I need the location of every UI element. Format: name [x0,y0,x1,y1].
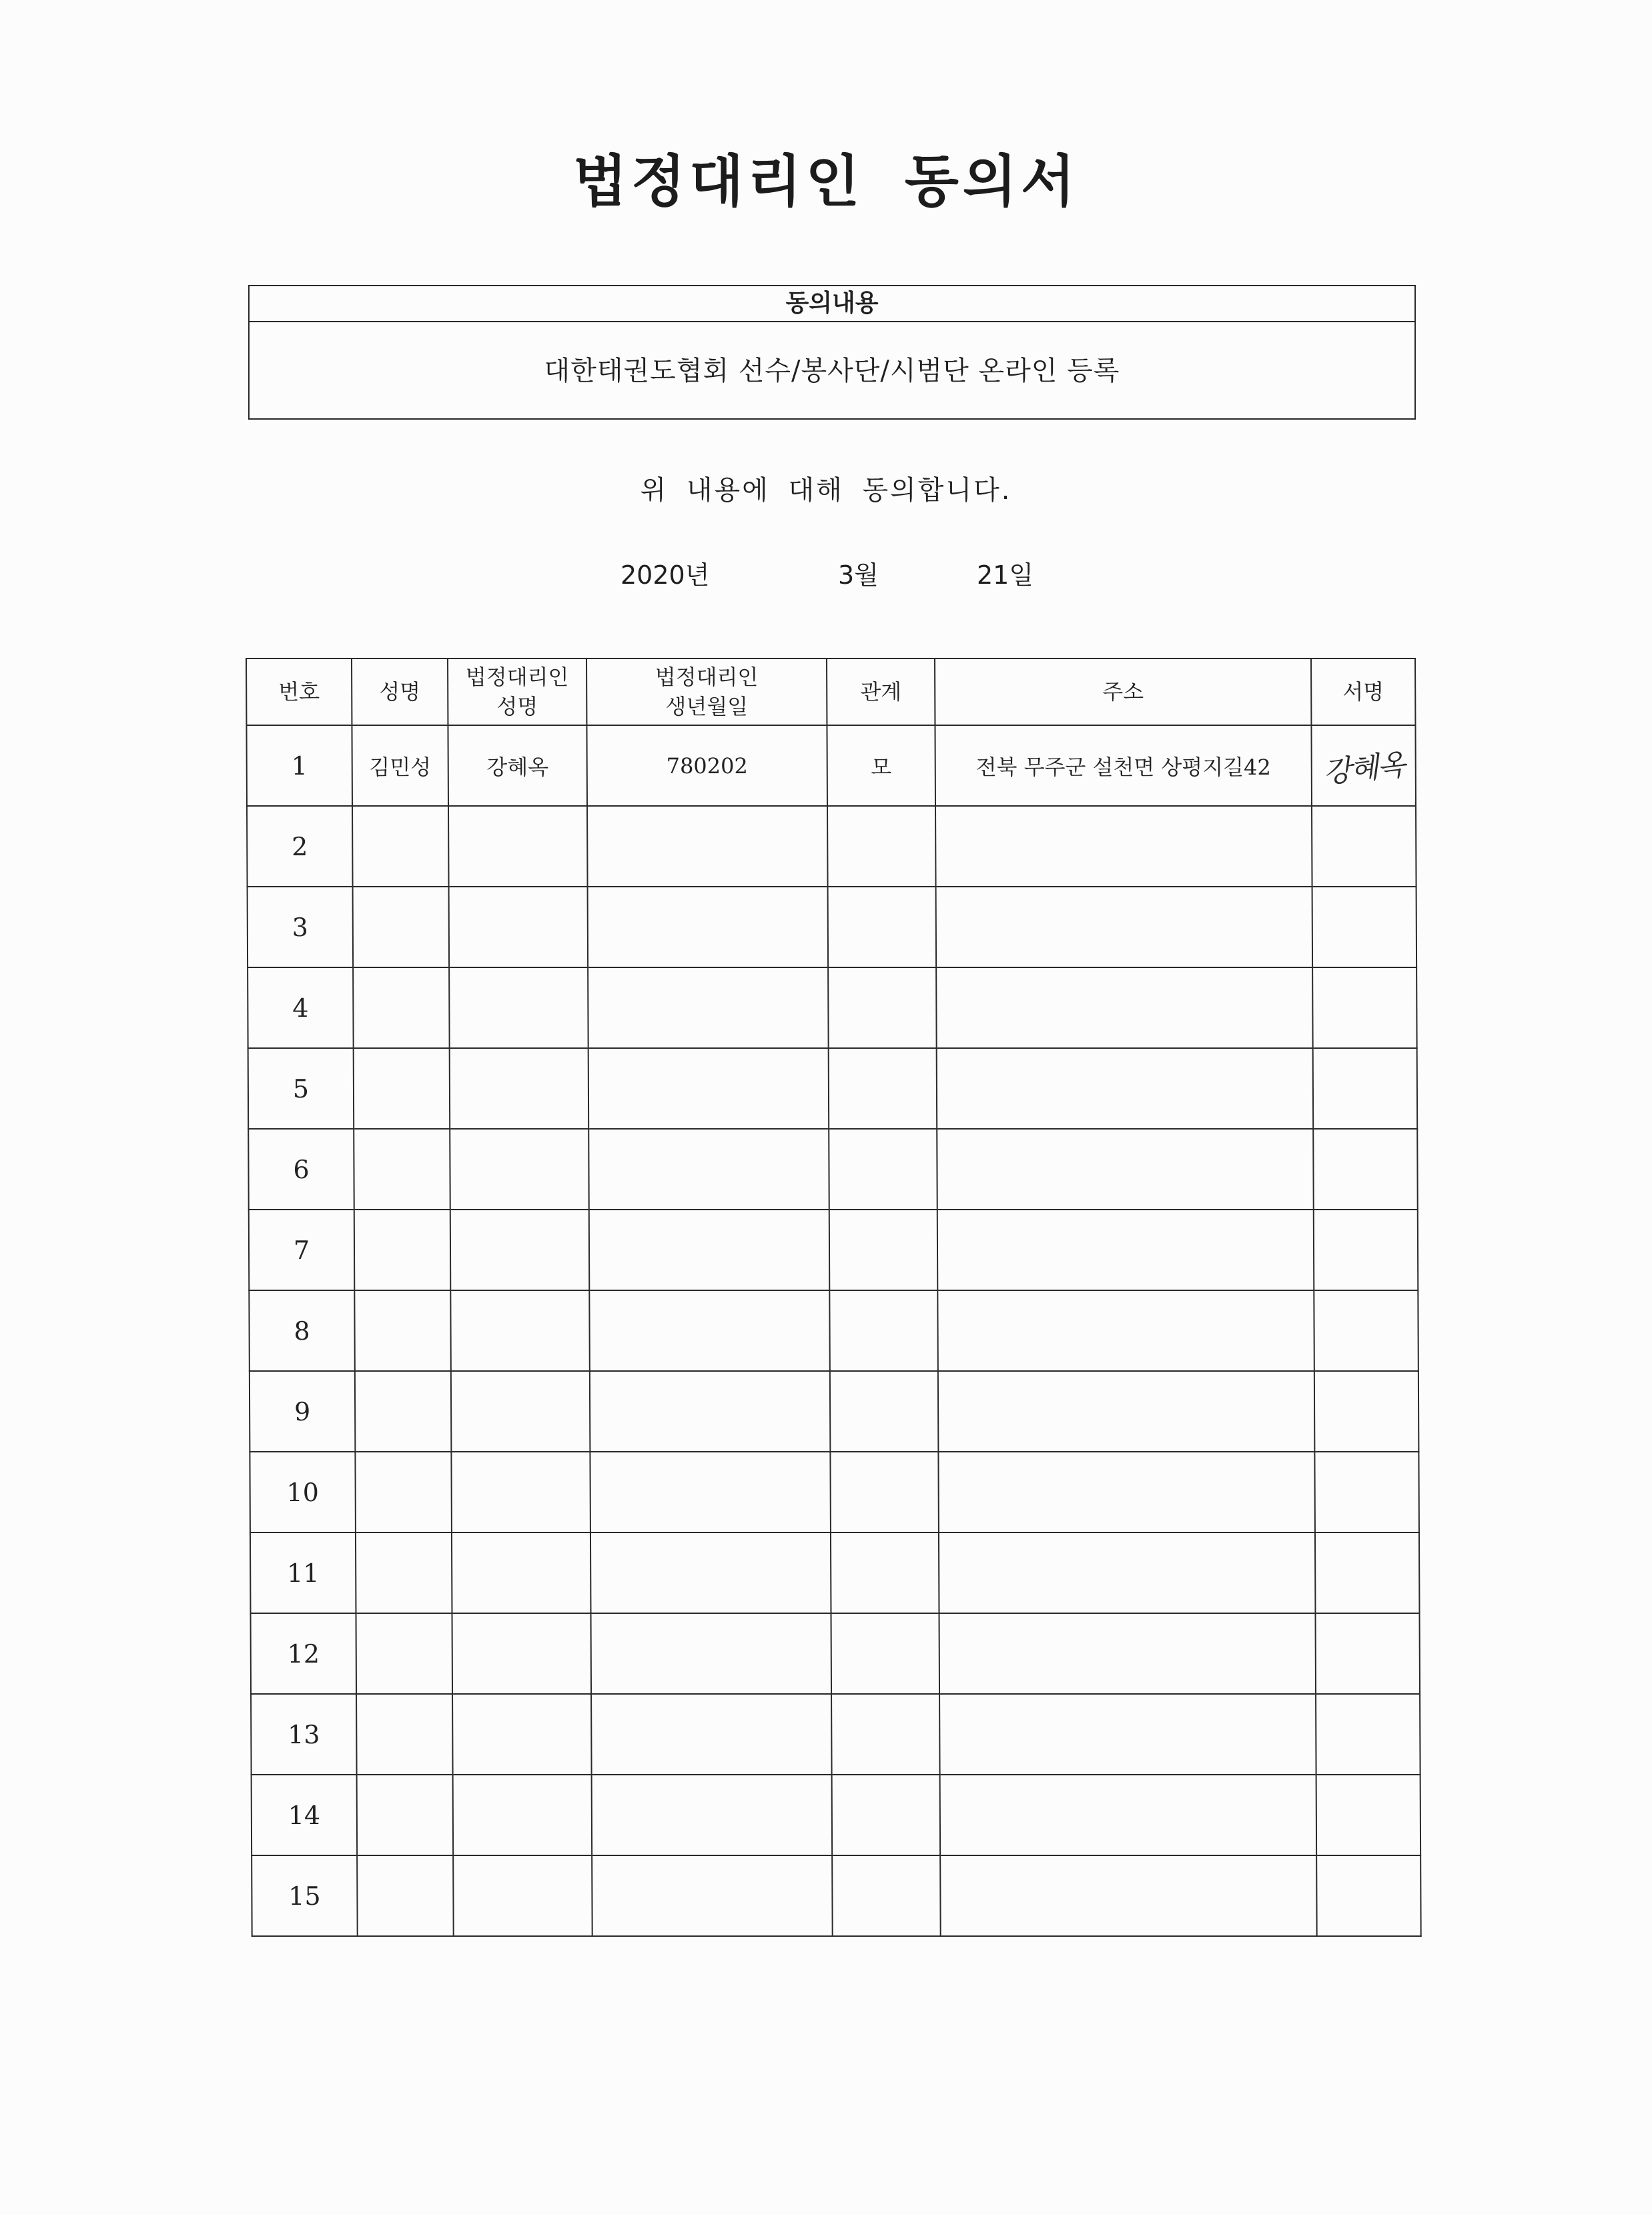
cell-guardian-birth [588,887,829,967]
table-row [250,1452,1419,1532]
cell-name [354,1290,451,1371]
cell-address: 전북 무주군 설천면 상평지길42 [935,725,1312,806]
cell-name [356,1532,452,1613]
cell-address [937,1210,1314,1290]
consent-box [248,285,1416,420]
table-row [252,1855,1421,1936]
cell-number: 4 [248,967,354,1048]
table-row [248,1048,1418,1129]
cell-relation [829,1048,937,1129]
cell-guardian-name [450,1129,589,1210]
date-day: 21일 [977,560,1034,590]
cell-signature [1314,1371,1419,1452]
cell-guardian-birth [591,1694,832,1775]
table-row [246,725,1416,806]
date-year: 2020년 [621,560,710,590]
cell-guardian-name [453,1775,592,1855]
cell-number: 11 [250,1532,356,1613]
cell-relation [831,1532,939,1613]
consent-content: 대한태권도협회 선수/봉사단/시범단 온라인 등록 [544,356,1120,386]
cell-guardian-birth [592,1855,833,1936]
cell-number: 5 [248,1048,354,1129]
cell-number: 15 [252,1855,358,1936]
cell-name [357,1775,454,1855]
consent-header: 동의내용 [250,286,1414,322]
cell-number: 13 [251,1694,357,1775]
table-row [250,1371,1419,1452]
cell-signature [1315,1613,1420,1694]
cell-name [354,1129,450,1210]
cell-relation [831,1613,939,1694]
cell-guardian-name [452,1613,591,1694]
cell-guardian-birth [588,967,829,1048]
cell-guardian-name [451,1371,590,1452]
cell-signature [1316,1855,1421,1936]
cell-name [356,1694,453,1775]
cell-name [354,1210,451,1290]
cell-relation [829,1290,938,1371]
cell-address [939,1613,1316,1694]
cell-guardian-name [452,1694,592,1775]
cell-name [357,1855,454,1936]
cell-relation [829,1129,937,1210]
cell-number: 7 [249,1210,355,1290]
cell-guardian-birth [589,1210,830,1290]
cell-signature [1313,1129,1418,1210]
cell-signature [1314,1452,1419,1532]
document-title: 법정대리인 동의서 [572,149,1080,214]
cell-relation [831,1694,940,1775]
cell-number: 10 [250,1452,356,1532]
cell-signature [1312,806,1416,887]
cell-address [938,1452,1315,1532]
cell-relation [827,806,936,887]
cell-relation [828,887,937,967]
cell-relation [829,1210,938,1290]
handwritten-signature: 강혜옥 [1322,747,1406,790]
cell-guardian-birth [587,806,828,887]
cell-signature [1316,1775,1421,1855]
header-relation: 관계 [827,658,935,725]
cell-guardian-birth [590,1371,831,1452]
cell-address [935,806,1312,887]
cell-guardian-name [450,1210,590,1290]
cell-address [940,1775,1317,1855]
cell-relation [832,1855,941,1936]
cell-address [939,1532,1316,1613]
cell-number: 1 [246,725,352,806]
date-month: 3월 [838,560,879,590]
cell-address [936,967,1313,1048]
cell-guardian-name [448,806,588,887]
cell-name [354,1048,450,1129]
header-signature: 서명 [1311,658,1415,725]
cell-signature [1312,967,1417,1048]
cell-number: 12 [250,1613,356,1694]
cell-name [353,967,450,1048]
cell-number: 14 [252,1775,358,1855]
cell-address [939,1694,1316,1775]
cell-address [936,887,1313,967]
cell-name: 김민성 [352,725,448,806]
cell-number: 8 [249,1290,355,1371]
guardian-table [246,658,1422,1937]
table-row [250,1532,1420,1613]
header-guardian-birth-label: 법정대리인 생년월일 [655,664,759,719]
cell-guardian-birth [589,1290,830,1371]
header-name: 성명 [352,658,448,725]
header-guardian-name [448,658,586,725]
cell-relation [832,1775,941,1855]
table-row [247,806,1416,887]
agreement-statement: 위 내용에 대해 동의합니다. [640,475,1012,506]
cell-name [355,1452,452,1532]
cell-signature [1312,887,1417,967]
cell-number: 3 [248,887,354,967]
table-row [248,1129,1418,1210]
cell-relation [830,1452,939,1532]
cell-address [937,1290,1314,1371]
cell-signature [1313,1048,1418,1129]
cell-number: 6 [248,1129,354,1210]
cell-guardian-birth [592,1775,833,1855]
cell-address [937,1048,1314,1129]
header-guardian-name-label: 법정대리인 성명 [465,664,569,719]
cell-signature [1316,1694,1420,1775]
cell-guardian-birth [590,1613,831,1694]
table-row [252,1775,1421,1855]
cell-name [356,1613,452,1694]
cell-name [355,1371,452,1452]
cell-relation [830,1371,939,1452]
cell-guardian-name [453,1855,592,1936]
cell-number: 9 [250,1371,356,1452]
cell-guardian-name [450,1048,589,1129]
cell-guardian-name [452,1532,591,1613]
cell-guardian-name [451,1452,590,1532]
cell-signature [1314,1290,1418,1371]
cell-name [353,887,450,967]
cell-signature [1311,725,1416,806]
cell-guardian-birth [588,1048,829,1129]
cell-address [937,1129,1314,1210]
header-number: 번호 [246,658,352,725]
cell-guardian-birth [590,1532,831,1613]
cell-guardian-birth: 780202 [586,725,827,806]
cell-name [352,806,449,887]
cell-number: 2 [247,806,353,887]
cell-signature [1315,1532,1420,1613]
table-row [248,887,1417,967]
cell-address [940,1855,1317,1936]
table-row [251,1694,1420,1775]
cell-relation: 모 [827,725,935,806]
cell-address [938,1371,1315,1452]
cell-guardian-name [450,1290,590,1371]
table-header-row [246,658,1415,725]
cell-guardian-name [449,967,588,1048]
cell-guardian-name [449,887,588,967]
header-address: 주소 [935,658,1311,725]
cell-guardian-birth [588,1129,829,1210]
cell-guardian-birth [590,1452,831,1532]
header-guardian-birth [586,658,827,725]
table-row [249,1290,1418,1371]
cell-guardian-name: 강혜옥 [448,725,587,806]
cell-signature [1314,1210,1418,1290]
table-row [249,1210,1418,1290]
table-row [248,967,1417,1048]
table-row [250,1613,1420,1694]
cell-relation [828,967,937,1048]
